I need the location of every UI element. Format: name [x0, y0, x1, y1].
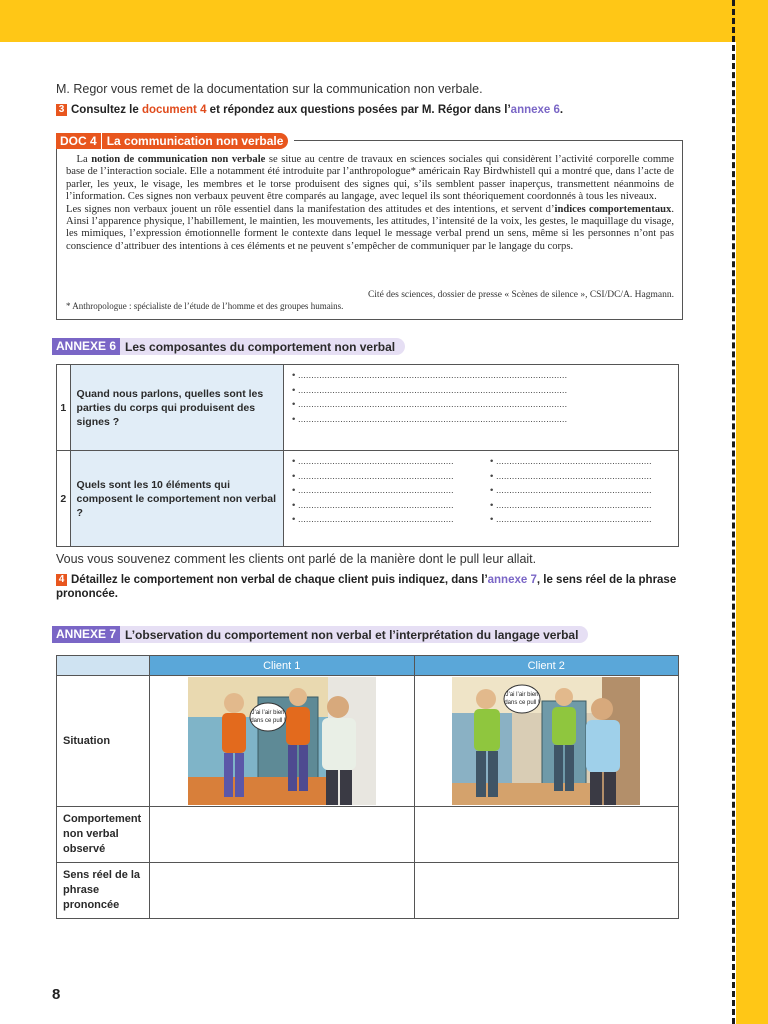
doc4-tag: DOC 4: [56, 133, 101, 149]
annex6-header: [52, 338, 405, 355]
svg-text:dans ce pull !: dans ce pull !: [504, 700, 540, 706]
situation-client-2: [414, 676, 679, 807]
question-cell: Quels sont les 10 éléments qui composent le comportement non verbal ?: [70, 451, 283, 547]
row-label-behaviour: Comportement non verbal observé: [57, 807, 150, 863]
table-row: [57, 451, 679, 547]
header-client-1: Client 1: [150, 656, 415, 676]
doc4-footnote: * Anthropologue : spécialiste de l’étude de l’homme et des groupes humains.: [66, 301, 344, 311]
table-row: [57, 807, 679, 863]
right-yellow-band: [736, 42, 768, 1024]
svg-text:J’ai l’air bien: J’ai l’air bien: [251, 710, 285, 716]
doc4-body: [66, 154, 674, 253]
client-2-illustration: [452, 677, 640, 805]
annex6-title: Les composantes du comportement non verbal: [125, 339, 396, 354]
table-row: [57, 365, 679, 451]
behaviour-client-1[interactable]: [150, 807, 415, 863]
question-4-number: 4: [56, 574, 67, 586]
client-1-illustration: [188, 677, 376, 805]
annex7-link[interactable]: annexe 7: [487, 574, 537, 586]
behaviour-client-2[interactable]: [414, 807, 679, 863]
doc4-paragraph-2: Les signes non verbaux jouent un rôle essentiel dans la manifestation des attitudes et des intentions, et servent d’indices comportementaux. Ainsi l’apparence physique, l’habillement, le maintien, les mouvements, les attitudes, l’intensité de la voix, les gestes, le maquillage du visage, les mimiques, l’expression émotionnelle forment le contexte dans lequel le message verbal prend un sens, même si les personnes n’ont pas conscience d’attribuer des intentions à ces éléments et ne peuvent s’empêcher de communiquer par le langage du corps.: [66, 203, 674, 252]
question-3-number: 3: [56, 104, 67, 116]
intro-text: M. Regor vous remet de la documentation sur la communication non verbale.: [56, 82, 483, 96]
answer-area-2[interactable]: • ........................................................... • ........................................................... • ........................................................... • ........................................................... • ........................................................... • ........................................................... • ........................................................... • ........................................................... • ........................................................... • ...........................................................: [284, 451, 679, 547]
annex7-tag: ANNEXE 7: [52, 626, 120, 643]
cut-line: [732, 0, 735, 1024]
svg-text:dans ce pull !: dans ce pull !: [250, 718, 286, 724]
answer-area-1[interactable]: • ...................................................................................................... • ...................................................................................................... • ...................................................................................................... • ......................................................................................................: [284, 365, 679, 451]
header-empty-cell: [57, 656, 150, 676]
question-3: 3 Consultez le document 4 et répondez aux questions posées par M. Régor dans l’annexe 6.: [56, 104, 563, 116]
annex7-title: L’observation du comportement non verbal et l’interprétation du langage verbal: [125, 627, 579, 642]
doc4-source: Cité des sciences, dossier de presse « Scènes de silence », CSI/DC/A. Hagmann.: [367, 290, 674, 300]
table-row: [57, 676, 679, 807]
table-row: [57, 863, 679, 919]
page-number: 8: [52, 986, 61, 1003]
svg-text:J’ai l’air bien: J’ai l’air bien: [505, 692, 539, 698]
question-cell: Quand nous parlons, quelles sont les parties du corps qui produisent des signes ?: [70, 365, 283, 451]
row-label-meaning: Sens réel de la phrase prononcée: [57, 863, 150, 919]
row-number: 1: [57, 365, 71, 451]
meaning-client-1[interactable]: [150, 863, 415, 919]
annex6-link[interactable]: annexe 6: [510, 104, 560, 116]
situation-client-1: [150, 676, 415, 807]
row-label-situation: Situation: [57, 676, 150, 807]
meaning-client-2[interactable]: [414, 863, 679, 919]
annex6-tag: ANNEXE 6: [52, 338, 120, 355]
row-number: 2: [57, 451, 71, 547]
table-header-row: [57, 656, 679, 676]
header-client-2: Client 2: [414, 656, 679, 676]
doc4-heading: La communication non verbale: [102, 133, 289, 149]
annex7-header: [52, 626, 588, 643]
doc4-paragraph-1: La notion de communication non verbale se situe au centre de travaux en sciences sociales qui considèrent l’activité corporelle comme base de l’interaction sociale. Elle a notamment été introduite par l’anthropologue* américain Ray Birdwhistell qui a montré que, dans l’acte de parler, les yeux, le visage, les membres et le torse produisent des signes qui, s’ils semblent passer inaperçus, transmettent néanmoins de l’information. Ces signes non verbaux peuvent être comparés au langage, avec lequel ils sont théoriquement coordonnés à tous les niveaux.: [66, 154, 675, 203]
question-4: 4 Détaillez le comportement non verbal de chaque client puis indiquez, dans l’annexe 7, le sens réel de la phrase prononcée.: [56, 574, 677, 600]
top-yellow-band: [0, 0, 768, 42]
doc4-link[interactable]: document 4: [141, 104, 207, 116]
doc4-title: [50, 132, 294, 149]
annex7-table: [56, 655, 679, 919]
annex6-table: [56, 364, 679, 547]
remember-text: Vous vous souvenez comment les clients ont parlé de la manière dont le pull leur allait.: [56, 552, 537, 566]
